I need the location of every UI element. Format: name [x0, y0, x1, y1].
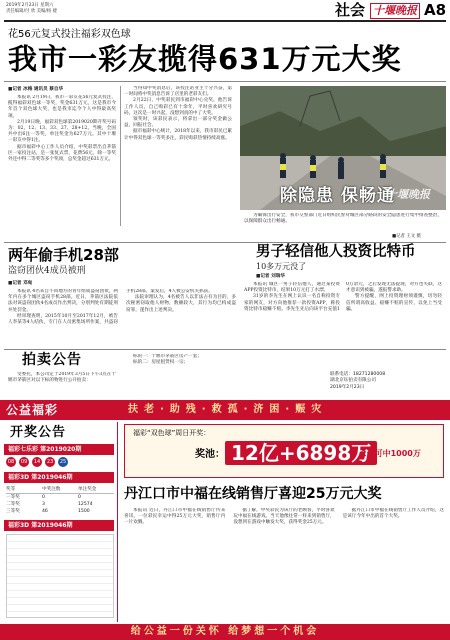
- draw-table-row: [6, 508, 114, 515]
- story3-para: 本报讯 城区一男子轻信他人，通过某投资APP投资比特币，结果10万元打了水漂。: [244, 282, 340, 294]
- story4-para: 据丹江口市中福在线销售厅工作人员介绍，这是该厅今年中出的首个大奖。: [342, 508, 444, 520]
- draw-notice-panel: [2, 422, 118, 622]
- story3-para: 警方提醒，网上投资理财须谨慎，切勿轻信所谓高收益、稳赚不赔的宣传，以免上当受骗。: [346, 294, 442, 312]
- draw-grid: [6, 534, 114, 618]
- header-rule: [4, 20, 446, 22]
- welfare-banner: [0, 400, 450, 420]
- lead-para: 领奖时，该彩民表示，将拿出一部分奖金做公益，回报社会。: [124, 117, 232, 129]
- notice-title: 拍卖公告: [22, 352, 82, 368]
- draw-table-cell: 0: [42, 495, 45, 500]
- story4-para: 据了解，中奖彩民为该厅的老顾客，平时喜欢玩中福在线游戏。当天他像往常一样来到销售厅，没想到在游戏中触发大奖，获得奖金25万元。: [233, 508, 335, 526]
- ball-number: 08: [7, 459, 15, 465]
- notice-item: 标的一：十堰市茅箭区房产一套；: [133, 354, 202, 359]
- draw-notice-title: 开奖公告: [10, 425, 67, 440]
- photo-credit: ■记者 王文 摄: [392, 234, 421, 239]
- lead-rule: [4, 81, 446, 82]
- story2-para: 经审理查明，2015年10月至2017年12月，被告人李某等4人结伙，专门在人员密集场所作案，共盗窃手机28部。案发后，4人被公安机关抓获。: [8, 289, 213, 326]
- draw-table-cell: 1500: [78, 509, 90, 514]
- notice-item: 标的二：房屋租赁权一宗；: [133, 360, 189, 366]
- lead-para: 2月22日，中奖彩民到市福彩中心兑奖。他告诉工作人员，自己购彩已有十余年，平时喜欢研究号码，这次是一时兴起，没想到真的中了大奖。: [124, 98, 232, 116]
- lead-para: 本报讯 2月19日，我市一彩友花56元复式投注，揽得福彩双色球一等奖，奖金631万元，这是我市今年首个双色球大奖，也是我市迄今个人中得最高奖项。: [8, 95, 116, 119]
- story4-para: 本报讯 近日，丹江口市中福在线销售厅传来喜讯，一位彩民幸运中得25万元大奖，销售厅内一片欢腾。: [124, 508, 226, 526]
- notice-items: [124, 354, 242, 394]
- draw-numbers-1: [6, 457, 114, 467]
- pool-prefix: 奖池：: [195, 449, 225, 460]
- lead-para: 当得知中奖消息后，该投注站业主十分兴奋，第一时间将中奖消息告诉了店里的老彩友们。: [124, 86, 232, 98]
- story2-para: 法院审理认为，4名被告人以非法占有为目的，多次秘密窃取他人财物，数额较大，其行为均已构成盗窃罪，遂作出上述判决。: [126, 295, 236, 313]
- notice-body-text: 受委托，本公司定于2019年3月5日下午3点在十堰市茅箭区对以下标的物进行公开拍卖：: [8, 372, 116, 384]
- photo-text: [244, 213, 442, 233]
- draw-table-row: [6, 494, 114, 501]
- section-title: 社会: [335, 1, 366, 19]
- lead-byline: ■记者 冰梅 通讯员 蔡自华: [8, 87, 64, 92]
- lead-para: 据市福彩中心工作人员介绍，中奖彩票出自茅箭区一家投注站，是一张复式票，花费56元，除一等奖外还中得二等奖等多个奖项，总奖金超过631万元。: [8, 144, 116, 163]
- draw-table-cell: 三等奖: [6, 509, 20, 514]
- photo-caption: 除隐患 保畅通: [280, 186, 395, 206]
- ball-number: 25: [59, 459, 67, 465]
- lead-col2: [124, 86, 232, 228]
- ball-number: 14: [33, 459, 41, 465]
- welfare-slogan: 扶老·助残·救孤·济困·赈灾: [128, 404, 328, 415]
- draw-table-cell: 12574: [78, 502, 93, 507]
- draw-table-cell: 一等奖: [6, 495, 20, 500]
- story3-subhead: 10多万元没了: [256, 262, 307, 271]
- pool-bonus: 2元可中1000万: [361, 449, 421, 458]
- page-number: A8: [424, 1, 447, 19]
- draw-game-1: 福彩七乐彩 第2019020期: [4, 444, 114, 455]
- draw-game-2: 福彩3D 第2019046期: [4, 472, 114, 483]
- draw-table-cell: 46: [42, 509, 48, 514]
- draw-table-head: [6, 486, 114, 494]
- lead-photo: [240, 86, 446, 210]
- draw-table-col: 中奖注数: [42, 487, 61, 492]
- col-divider: [120, 86, 121, 226]
- ball-number: 23: [46, 459, 54, 465]
- header-date: [6, 3, 86, 14]
- story4-body: [124, 508, 444, 618]
- photo-text-para: 为确保出行安全，我市交警部门近日组织民警对城区部分路段的安全隐患进行集中排查整治，以保障群众出行畅通。: [244, 213, 442, 225]
- lead-col1: [8, 95, 116, 228]
- notice-company: 湖北京钰拍卖有限公司: [330, 378, 376, 384]
- draw-table-col: 奖等: [6, 487, 16, 492]
- draw-table: [6, 486, 114, 515]
- pool-box: [124, 424, 444, 478]
- story3-para: 31岁的李先生在网上认识一名自称投资专家的网友，对方向他推荐一款投资APP，称投资比特币稳赚不赔。李先生先后向该平台充值10万余元，之后发现无法提现，对方也失联，这才意识到被骗，遂报警求助。: [244, 282, 442, 312]
- notice-rule: [4, 349, 446, 350]
- story2-body: [8, 289, 236, 345]
- pool-amount: 12亿+6898万: [225, 441, 377, 465]
- story2-byline: ■记者 邓甸: [8, 281, 33, 286]
- story3-byline: ■记者 刘瑞华: [256, 274, 285, 279]
- draw-table-cell: 3: [42, 502, 45, 507]
- draw-game-3: 福彩3D 第2019046期: [4, 520, 114, 531]
- lead-para: 2月19日晚，福彩双色球第2019020期开奖号码为：02、12、13、33、27、28+12。当晚，全国共中出6注一等奖，单注奖金为627万元。其中十堰一彩友中得1注。: [8, 119, 116, 144]
- story3-headline: 男子轻信他人投资比特币: [256, 244, 416, 260]
- draw-table-row: [6, 501, 114, 508]
- header-editor-line: 责任编辑/付 欣 美编/杨 婕: [6, 8, 58, 14]
- notice-body: [8, 372, 116, 398]
- ball-number: 09: [20, 459, 28, 465]
- draw-table-cell: 0: [78, 495, 81, 500]
- story2-headline: 两年偷手机28部: [8, 246, 119, 264]
- story4-headline: 丹江口市中福在线销售厅喜迎25万元大奖: [124, 486, 382, 502]
- notice-phone: 联系电话：18271280008: [330, 372, 386, 377]
- story2-para: 本报讯 4名来自不同地方的青年组成盗窃团伙，两年内在多个城区盗窃手机28部。近日，茅箭区法院依法对该盗窃团伙4名成员作出判决，分别判处有期徒刑并处罚金。: [8, 289, 118, 313]
- notice-footer: [330, 372, 445, 391]
- story2-subhead: 盗窃团伙4成员被刑: [8, 266, 86, 276]
- notice-date: 2019年2月23日: [330, 384, 365, 390]
- footer-slogan: 给公益一份关怀 给梦想一个机会: [130, 626, 320, 637]
- draw-table-cell: 二等奖: [6, 502, 20, 507]
- section-rule: [4, 242, 446, 243]
- photo-watermark: 十堰晚报: [386, 188, 430, 201]
- lead-para: 据市福彩中心统计，2018年以来，我市彩民已累计中得双色球一等奖多注，彩民购彩热情持续高涨。: [124, 129, 232, 141]
- header-date-line1: 2019年2月23日 星期六: [6, 3, 54, 8]
- lead-headline: 我市一彩友揽得631万元大奖: [8, 42, 402, 76]
- pool-label: 福彩“双色球”周日开奖：: [133, 429, 211, 437]
- draw-table-col: 单注奖金: [78, 487, 97, 492]
- welfare-left: 公益福彩: [6, 403, 59, 417]
- lead-kicker: 花56元复式投注福彩双色球: [8, 29, 131, 40]
- story3-body: [244, 282, 442, 334]
- paper-logo: 十堰晚报: [370, 3, 420, 19]
- footer-banner: [0, 624, 450, 640]
